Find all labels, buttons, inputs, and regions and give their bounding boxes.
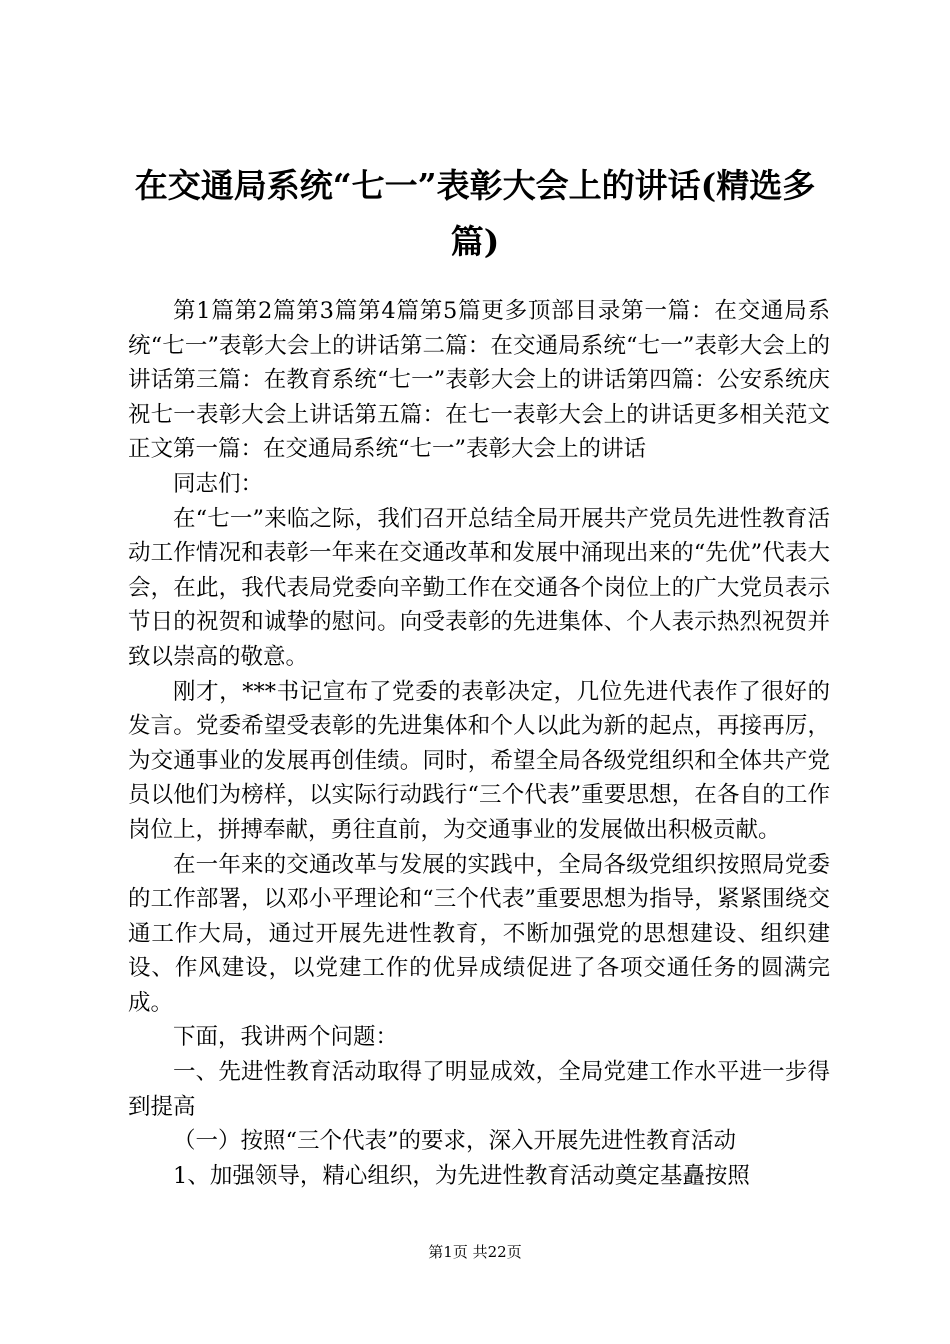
document-title: 在交通局系统“七一”表彰大会上的讲话(精选多篇)	[134, 166, 816, 261]
salutation-paragraph: 同志们：	[173, 470, 264, 497]
table-of-contents-paragraph: 第1篇第2篇第3篇第4篇第5篇更多顶部目录第一篇：在交通局系统“七一”表彰大会上的讲话第二篇：在交通局系统“七一”表彰大会上的讲话第三篇：在教育系统“七一”表彰大会上的讲话第四篇：公安系统庆祝七一表彰大会上讲话第五篇：在七一表彰大会上的讲话更多相关范文正文第一篇：在交通局系统“七一”表彰大会上的讲话	[128, 298, 830, 463]
body-paragraph: 下面，我讲两个问题：	[173, 1024, 399, 1051]
page-number-footer: 第1页 共22页	[428, 1243, 522, 1261]
body-paragraph: 在“七一”来临之际，我们召开总结全局开展共产党员先进性教育活动工作情况和表彰一年来在交通改革和发展中涌现出来的“先优”代表大会，在此，我代表局党委向辛勤工作在交通各个岗位上的广大党员表示节日的祝贺和诚挚的慰问。向受表彰的先进集体、个人表示热烈祝贺并致以崇高的敬意。	[128, 505, 830, 670]
body-paragraph: 刚才，***书记宣布了党委的表彰决定，几位先进代表作了很好的发言。党委希望受表彰的先进集体和个人以此为新的起点，再接再厉，为交通事业的发展再创佳绩。同时，希望全局各级党组织和全体共产党员以他们为榜样，以实际行动践行“三个代表”重要思想，在各自的工作岗位上，拼搏奉献，勇往直前，为交通事业的发展做出积极贡献。	[128, 678, 830, 843]
document-body	[128, 294, 830, 1193]
subsection-heading: （一）按照“三个代表”的要求，深入开展先进性教育活动	[173, 1128, 737, 1155]
body-paragraph: 在一年来的交通改革与发展的实践中，全局各级党组织按照局党委的工作部署，以邓小平理论和“三个代表”重要思想为指导，紧紧围绕交通工作大局，通过开展先进性教育，不断加强党的思想建设、组织建设、作风建设，以党建工作的优异成绩促进了各项交通任务的圆满完成。	[128, 851, 830, 1016]
section-heading: 一、先进性教育活动取得了明显成效，全局党建工作水平进一步得到提高	[128, 1059, 830, 1120]
body-paragraph: 1、加强领导，精心组织，为先进性教育活动奠定基矗按照	[173, 1162, 750, 1189]
